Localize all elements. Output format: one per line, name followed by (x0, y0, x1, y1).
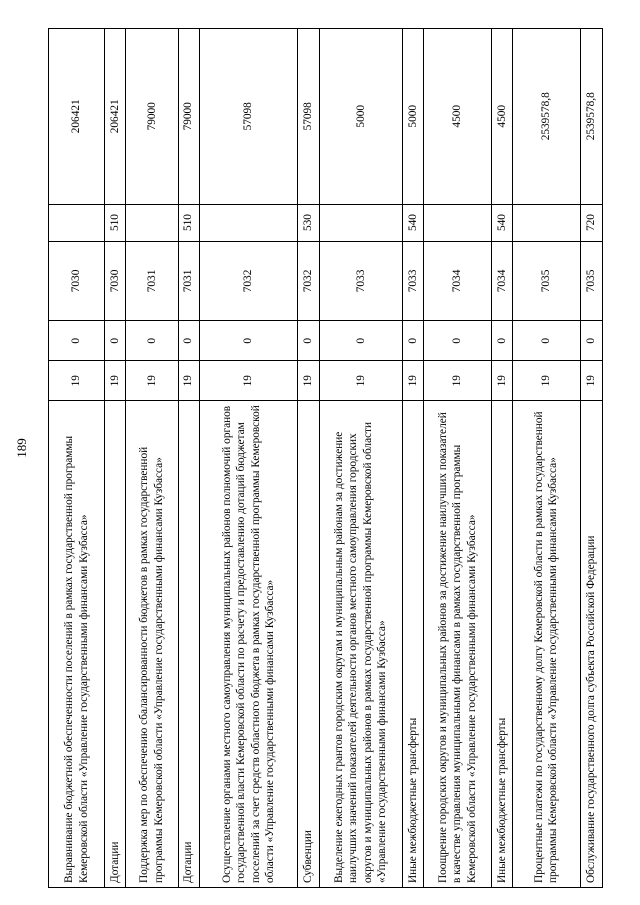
cell-subprogram-code: 0 (513, 320, 580, 360)
cell-expense-type-code (126, 204, 177, 241)
cell-program-code: 19 (200, 360, 298, 400)
cell-direction-code: 7035 (581, 241, 602, 321)
cell-amount: 2539578,8 (585, 92, 598, 141)
cell-program-code: 19 (320, 360, 402, 400)
cell-expense-type-code: 720 (581, 204, 602, 241)
cell-program-code: 19 (105, 360, 125, 400)
cell-name: Обслуживание государственного долга субъекта Российской Федерации (581, 400, 602, 887)
cell-subprogram-code: 0 (403, 320, 423, 360)
cell-name: Дотации (179, 400, 199, 887)
cell-expense-type-code: 530 (298, 204, 318, 241)
cell-amount: 2539578,8 (540, 92, 553, 141)
cell-name: Выравнивание бюджетной обеспеченности поселений в рамках государственной программы Кемеровской области «Управление государственными финансами Кузбасса» (49, 400, 104, 887)
cell-name: Выделение ежегодных грантов городским округам и муниципальным районам за достижение наилучших значений показателей деятельности органов местного самоуправления городских округов и муниципальных районов в рамках государственной программы Кемеровской области «Управление государственными финансами Кузбасса» (320, 400, 402, 887)
cell-subprogram-code: 0 (492, 320, 512, 360)
table-row (200, 29, 299, 887)
cell-name: Процентные платежи по государственному долгу Кемеровской области в рамках государственной программы Кемеровской области «Управление государственными финансами Кузбасса» (513, 400, 580, 887)
cell-direction-code: 7034 (424, 241, 491, 321)
cell-amount: 57098 (242, 102, 255, 131)
table-row (581, 29, 602, 887)
cell-expense-type-code (424, 204, 491, 241)
table-row (126, 29, 178, 887)
table-row (513, 29, 581, 887)
cell-program-code: 19 (179, 360, 199, 400)
cell-program-code: 19 (126, 360, 177, 400)
cell-program-code: 19 (581, 360, 602, 400)
cell-name: Иные межбюджетные трансферты (403, 400, 423, 887)
cell-amount: 79000 (145, 102, 158, 131)
cell-name: Поощрение городских округов и муниципальных районов за достижение наилучших показателей в качестве управления муниципальными финансами в рамках государственной программы Кемеровской области «Управление государственными финансами Кузбасса» (424, 400, 491, 887)
cell-direction-code: 7031 (126, 241, 177, 321)
table-row (105, 29, 126, 887)
cell-amount: 57098 (302, 102, 315, 131)
cell-subprogram-code: 0 (581, 320, 602, 360)
cell-direction-code: 7030 (105, 241, 125, 321)
cell-direction-code: 7035 (513, 241, 580, 321)
cell-subprogram-code: 0 (320, 320, 402, 360)
cell-expense-type-code (49, 204, 104, 241)
cell-expense-type-code: 540 (492, 204, 512, 241)
cell-program-code: 19 (403, 360, 423, 400)
page-number: 189 (14, 438, 29, 458)
cell-direction-code: 7033 (403, 241, 423, 321)
cell-amount: 206421 (108, 99, 121, 134)
cell-subprogram-code: 0 (424, 320, 491, 360)
budget-table (48, 28, 603, 888)
cell-amount: 79000 (182, 102, 195, 131)
cell-program-code: 19 (513, 360, 580, 400)
cell-subprogram-code: 0 (105, 320, 125, 360)
cell-expense-type-code: 510 (105, 204, 125, 241)
cell-subprogram-code: 0 (200, 320, 298, 360)
cell-direction-code: 7031 (179, 241, 199, 321)
table-row (492, 29, 513, 887)
cell-subprogram-code: 0 (126, 320, 177, 360)
cell-direction-code: 7032 (298, 241, 318, 321)
cell-program-code: 19 (424, 360, 491, 400)
table-row (179, 29, 200, 887)
table-row (424, 29, 492, 887)
table-row (49, 29, 105, 887)
cell-amount: 5000 (354, 104, 367, 128)
cell-name: Дотации (105, 400, 125, 887)
cell-subprogram-code: 0 (49, 320, 104, 360)
cell-amount: 206421 (70, 99, 83, 134)
cell-direction-code: 7030 (49, 241, 104, 321)
cell-direction-code: 7034 (492, 241, 512, 321)
cell-amount: 5000 (406, 104, 419, 128)
cell-expense-type-code (320, 204, 402, 241)
cell-expense-type-code: 540 (403, 204, 423, 241)
cell-expense-type-code (200, 204, 298, 241)
cell-subprogram-code: 0 (298, 320, 318, 360)
cell-name: Осуществление органами местного самоуправления муниципальных районов полномочий органов государственной власти Кемеровской области по расчету и предоставлению дотаций бюджетам поселений за счет средств областного бюджета в рамках государственной программы Кемеровской области «Управление государственными финансами Кузбасса» (200, 400, 298, 887)
cell-program-code: 19 (49, 360, 104, 400)
cell-amount: 4500 (451, 104, 464, 128)
cell-subprogram-code: 0 (179, 320, 199, 360)
table-row (298, 29, 319, 887)
table-row (320, 29, 403, 887)
document-page (48, 28, 603, 888)
table-row (403, 29, 424, 887)
cell-direction-code: 7032 (200, 241, 298, 321)
cell-name: Субвенции (298, 400, 318, 887)
cell-program-code: 19 (492, 360, 512, 400)
cell-name: Иные межбюджетные трансферты (492, 400, 512, 887)
cell-name: Поддержка мер по обеспечению сбалансированности бюджетов в рамках государственной программы Кемеровской области «Управление государственными финансами Кузбасса» (126, 400, 177, 887)
cell-direction-code: 7033 (320, 241, 402, 321)
cell-expense-type-code (513, 204, 580, 241)
cell-program-code: 19 (298, 360, 318, 400)
cell-expense-type-code: 510 (179, 204, 199, 241)
cell-amount: 4500 (495, 104, 508, 128)
